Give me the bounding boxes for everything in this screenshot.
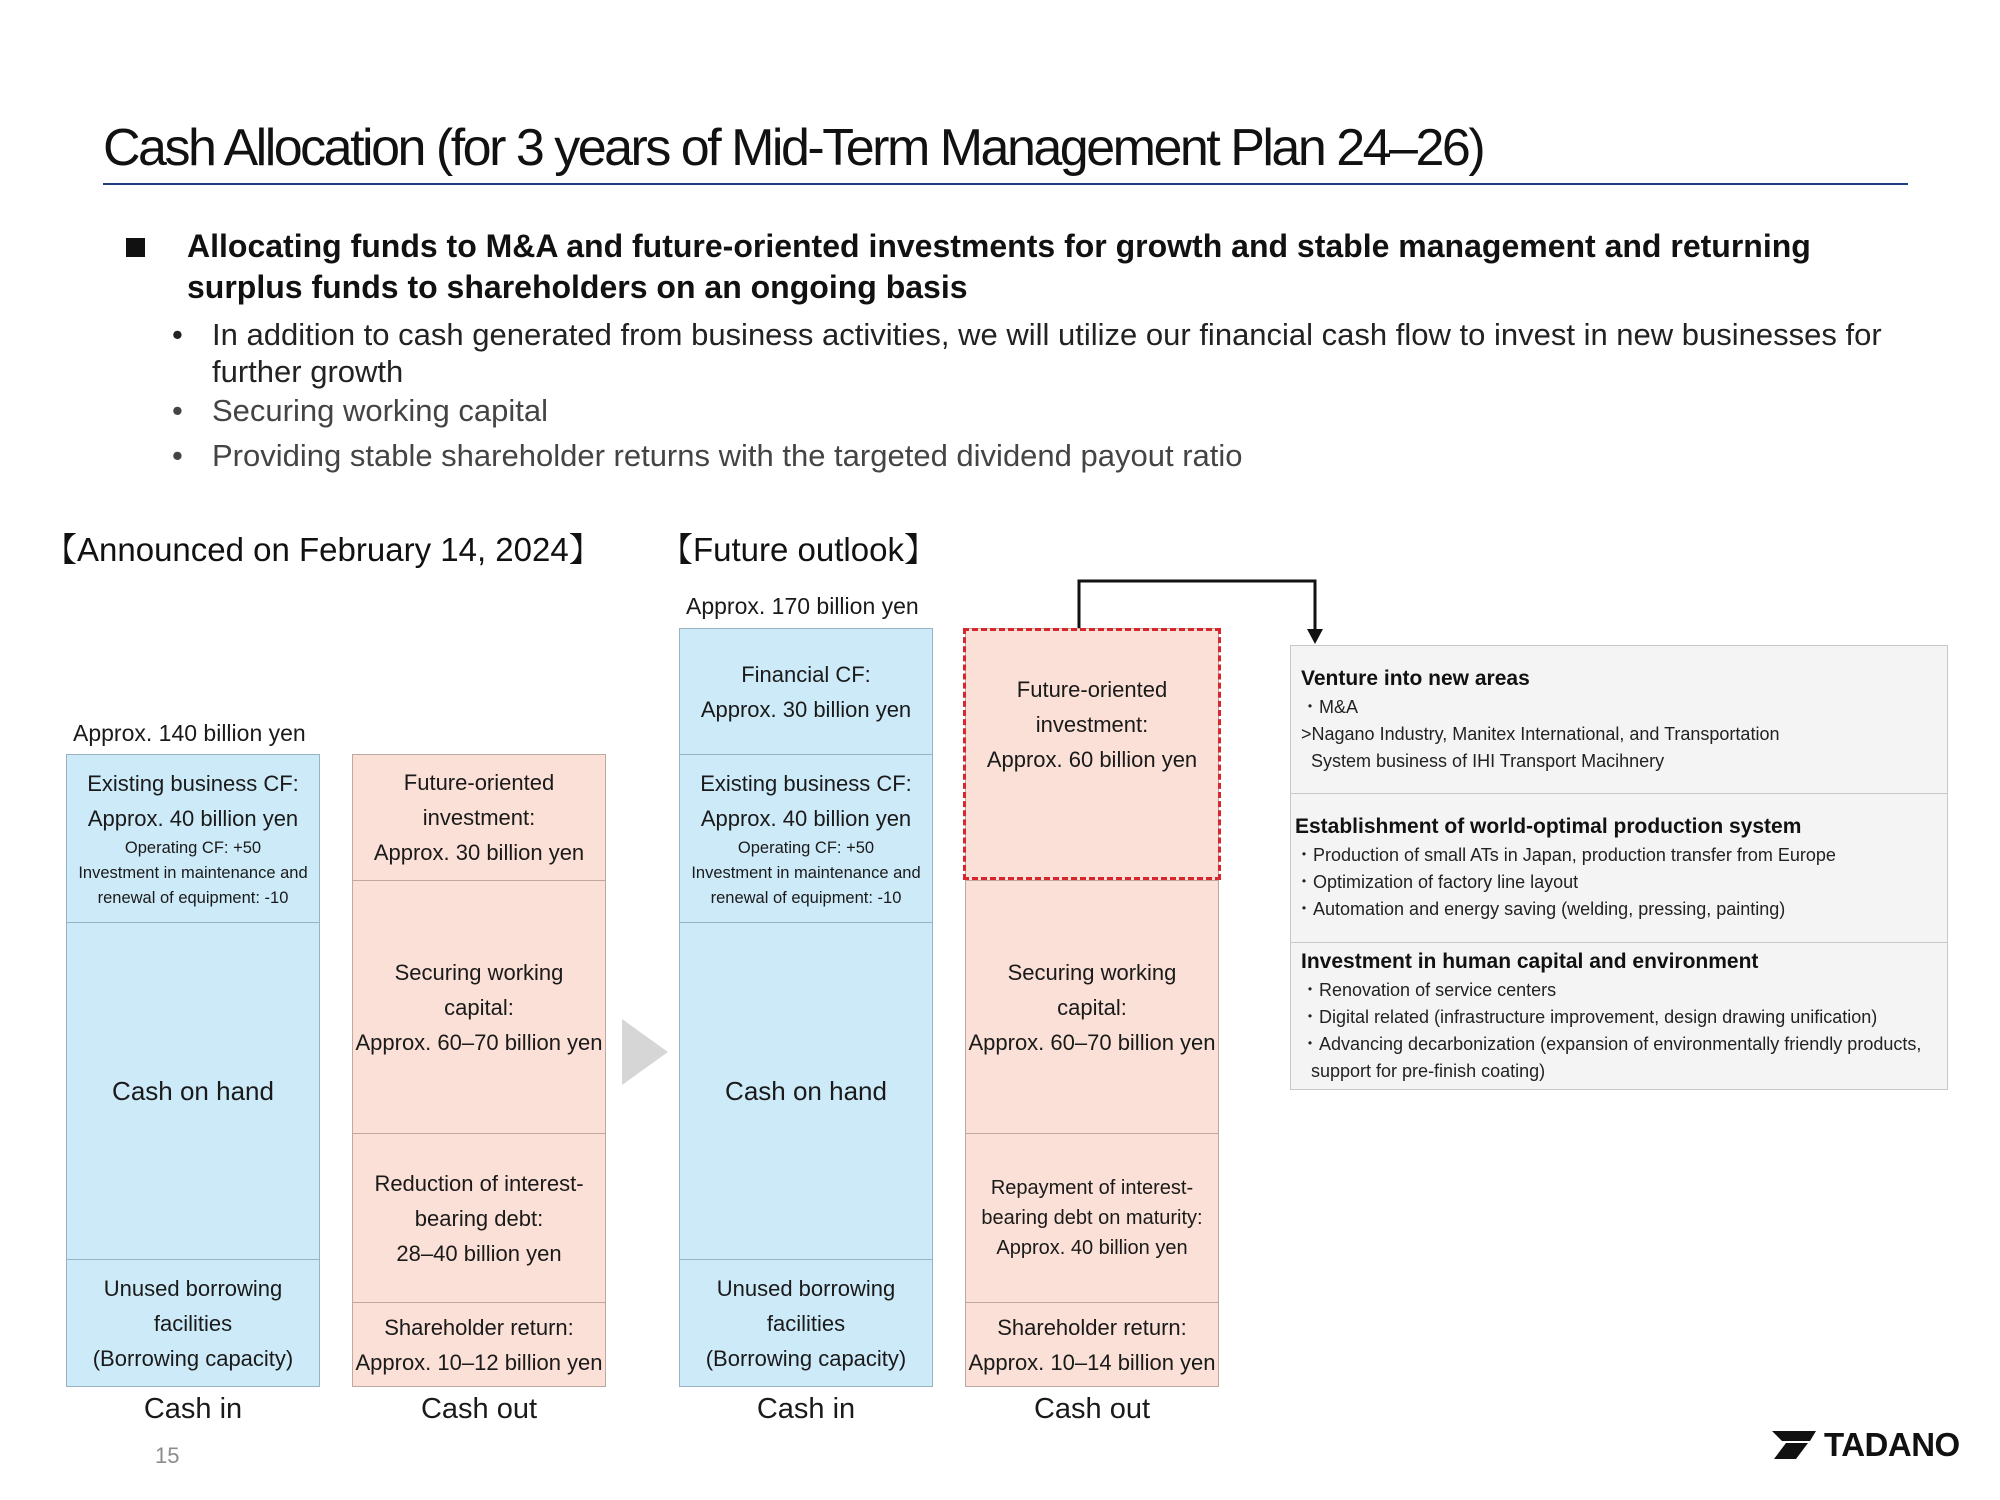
existing-business-cf-block: Existing business CF: Approx. 40 billion yen Operating CF: +50 Investment in maintenance and renewal of equipment: -10 <box>66 754 320 923</box>
tadano-logo-icon <box>1772 1429 1818 1461</box>
cash-in-label: Cash in <box>143 1393 243 1425</box>
outlook-heading: 【Future outlook】 <box>660 531 937 568</box>
investment-box: Venture into new areas ・M&A >Nagano Industry, Manitex International, and Transportation System business of IHI Transport Macihnery <box>1290 645 1948 794</box>
shareholder-return-block: Shareholder return: Approx. 10–14 billion yen <box>965 1302 1219 1387</box>
lead-statement: Allocating funds to M&A and future-oriented investments for growth and stable management and returning surplus funds to shareholders on an ongoing basis <box>187 228 1811 305</box>
announced-cash-in-column <box>66 754 320 1387</box>
company-logo <box>1772 1426 1960 1464</box>
investment-box: Establishment of world-optimal production system ・Production of small ATs in Japan, production transfer from Europe ・Optimization of factory line layout ・Automation and energy saving (welding, pressing, painting) <box>1290 793 1948 943</box>
page-number: 15 <box>155 1443 180 1468</box>
cash-on-hand-block: Cash on hand <box>66 922 320 1260</box>
logo-wordmark: TADANO <box>1824 1426 1960 1463</box>
unused-borrowing-block: Unused borrowing facilities (Borrowing capacity) <box>66 1259 320 1387</box>
outlook-cash-in-column <box>679 628 933 1387</box>
outlook-total: Approx. 170 billion yen <box>686 593 919 619</box>
unused-borrowing-block: Unused borrowing facilities (Borrowing capacity) <box>679 1259 933 1387</box>
title-divider <box>103 183 1908 185</box>
play-arrow-icon <box>620 1017 670 1087</box>
existing-business-cf-block: Existing business CF: Approx. 40 billion yen Operating CF: +50 Investment in maintenance and renewal of equipment: -10 <box>679 754 933 923</box>
cash-on-hand-block: Cash on hand <box>679 922 933 1260</box>
future-investment-block: Future-oriented investment: Approx. 60 billion yen <box>965 628 1219 881</box>
announced-heading: 【Announced on February 14, 2024】 <box>44 531 602 568</box>
bullet-item: • Providing stable shareholder returns with the targeted dividend payout ratio <box>172 438 1243 473</box>
future-investment-block: Future-oriented investment: Approx. 30 billion yen <box>352 754 606 881</box>
investment-box: Investment in human capital and environment ・Renovation of service centers ・Digital related (infrastructure improvement, design drawing unification) ・Advancing decarbonization (expansion of environmentally friendly products, support for pre-finish coating) <box>1290 942 1948 1090</box>
page-title: Cash Allocation (for 3 years of Mid-Term Management Plan 24–26) <box>103 119 1484 177</box>
bullet-dot-icon: • <box>172 393 183 428</box>
bullet-item: • In addition to cash generated from business activities, we will utilize our financial cash flow to invest in new businesses for further growth <box>172 317 1882 389</box>
cash-out-label: Cash out <box>1033 1393 1151 1425</box>
bullet-dot-icon: • <box>172 438 183 473</box>
debt-repayment-block: Repayment of interest- bearing debt on maturity: Approx. 40 billion yen <box>965 1133 1219 1303</box>
cash-out-label: Cash out <box>420 1393 538 1425</box>
announced-total: Approx. 140 billion yen <box>73 720 306 746</box>
debt-reduction-block: Reduction of interest- bearing debt: 28–40 billion yen <box>352 1133 606 1303</box>
square-bullet-icon <box>126 238 145 257</box>
bullet-dot-icon: • <box>172 317 183 352</box>
announced-cash-out-column <box>352 754 606 1387</box>
bullet-item: • Securing working capital <box>172 393 549 428</box>
shareholder-return-block: Shareholder return: Approx. 10–12 billion yen <box>352 1302 606 1387</box>
highlight-frame <box>963 628 1221 880</box>
financial-cf-block: Financial CF: Approx. 30 billion yen <box>679 628 933 755</box>
working-capital-block: Securing working capital: Approx. 60–70 billion yen <box>352 880 606 1134</box>
cash-in-label: Cash in <box>756 1393 856 1425</box>
connector-arrow-icon <box>1070 576 1330 648</box>
working-capital-block: Securing working capital: Approx. 60–70 billion yen <box>965 880 1219 1134</box>
